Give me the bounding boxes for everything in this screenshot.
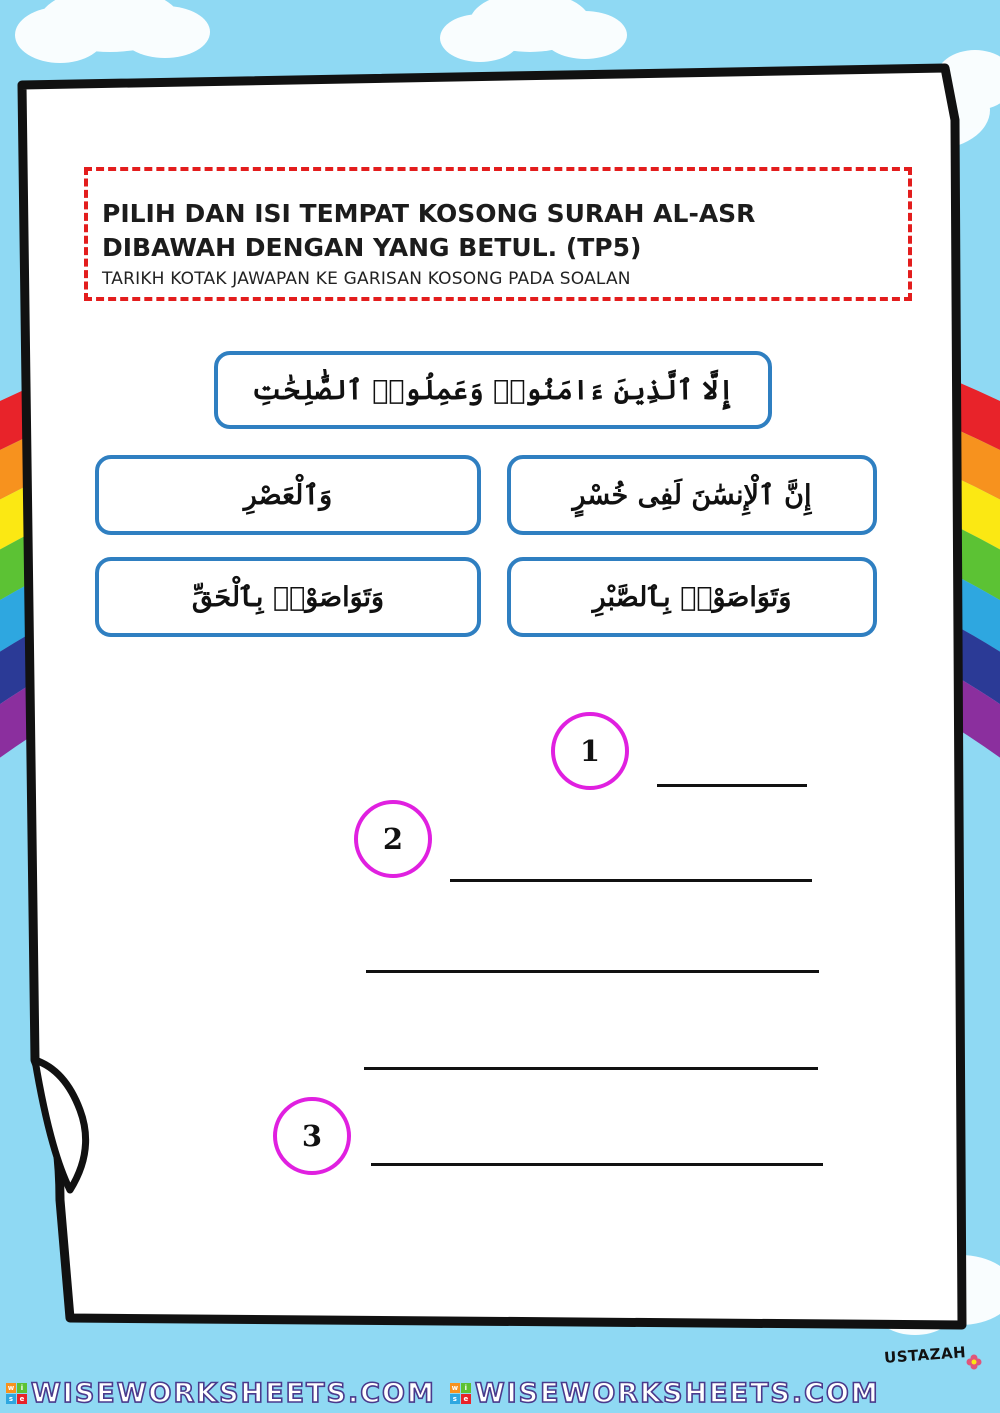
title-line-2: DIBAWAH DENGAN YANG BETUL. (TP5)	[102, 233, 642, 262]
question-number-2: 2	[354, 800, 432, 878]
footer-text-1: WISEWORKSHEETS.COM	[31, 1378, 436, 1409]
answer-box-3[interactable]: إِنَّ ٱلْإِنسَٰنَ لَفِى خُسْرٍ	[507, 455, 877, 535]
blank-line-5[interactable]	[371, 1163, 823, 1166]
answer-box-5[interactable]: وَتَوَاصَوْا۟ بِٱلصَّبْرِ	[507, 557, 877, 637]
we-logo-icon: w i s e	[450, 1383, 471, 1404]
blank-line-1[interactable]	[657, 784, 807, 787]
blank-line-2[interactable]	[450, 879, 812, 882]
flower-icon	[966, 1354, 982, 1370]
we-logo-icon: w i s e	[6, 1383, 27, 1404]
footer-text-2: WISEWORKSHEETS.COM	[474, 1378, 880, 1409]
answer-box-4[interactable]: وَتَوَاصَوْا۟ بِٱلْحَقِّ	[95, 557, 481, 637]
question-number-1: 1	[551, 712, 629, 790]
instruction-subtitle: TARIKH KOTAK JAWAPAN KE GARISAN KOSONG PADA SOALAN	[102, 269, 631, 289]
blank-line-3[interactable]	[366, 970, 819, 973]
blank-line-4[interactable]	[364, 1067, 818, 1070]
answer-box-2[interactable]: وَٱلْعَصْرِ	[95, 455, 481, 535]
instruction-box	[84, 167, 912, 301]
ustazah-logo: USTAZAH	[883, 1343, 967, 1367]
title-line-1: PILIH DAN ISI TEMPAT KOSONG SURAH AL-ASR	[102, 199, 756, 228]
answer-box-1[interactable]: إِلَّا ٱلَّذِينَ ءَامَنُوا۟ وَعَمِلُوا۟ ٱلصَّٰلِحَٰتِ	[214, 351, 772, 429]
footer-watermark	[0, 1374, 1000, 1413]
question-number-3: 3	[273, 1097, 351, 1175]
